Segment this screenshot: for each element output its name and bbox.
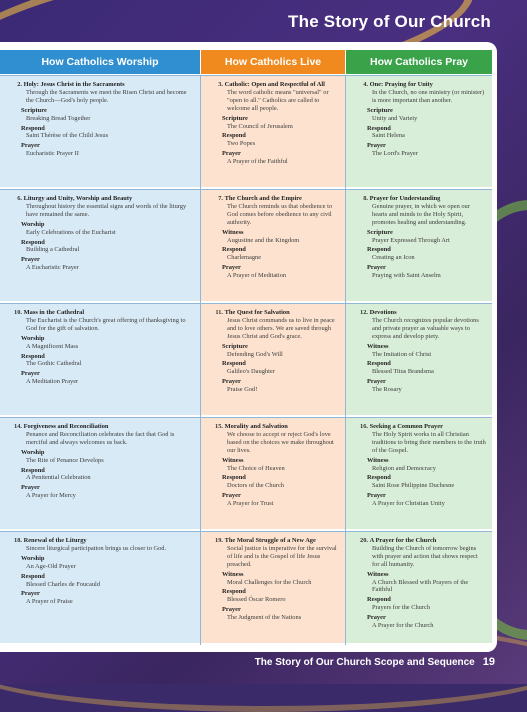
item-value: A Eucharistic Prayer xyxy=(26,264,79,272)
lesson-description: We choose to accept or reject God's love based on the choices we make throughout our lives. xyxy=(227,430,334,454)
item-label: Respond xyxy=(21,572,45,580)
lesson-title: Mass in the Cathedral xyxy=(23,309,85,316)
item-label: Scripture xyxy=(222,342,248,350)
item-value: A Prayer of Praise xyxy=(26,598,73,606)
lesson-cell xyxy=(201,303,345,415)
item-label: Respond xyxy=(367,124,391,132)
item-label: Scripture xyxy=(367,228,393,236)
lesson-cell xyxy=(201,417,345,529)
item-label: Worship xyxy=(21,220,45,228)
lesson-description: Sincere liturgical participation brings us closer to God. xyxy=(26,544,167,552)
item-label: Worship xyxy=(21,334,45,342)
lesson-heading xyxy=(352,81,486,89)
lesson-cell xyxy=(201,531,345,643)
lesson-title: Prayer for Understanding xyxy=(369,195,441,202)
item-label: Prayer xyxy=(222,378,241,386)
item-label: Witness xyxy=(367,456,389,464)
lesson-number: 4. xyxy=(363,81,368,88)
lesson-title: Renewal of the Liturgy xyxy=(23,537,87,544)
item-value: A Prayer of the Faithful xyxy=(227,158,288,166)
item-value: Prayer Expressed Through Art xyxy=(372,236,450,244)
item-label: Respond xyxy=(222,246,246,254)
lesson-description: The Eucharist is the Church's great offering of thanksgiving to God for the gift of salvation. xyxy=(26,316,186,332)
lesson-cell xyxy=(346,189,492,301)
item-value: Blessed Titus Brandsma xyxy=(372,368,434,376)
item-value: A Prayer for Trust xyxy=(227,500,274,508)
lesson-heading xyxy=(352,537,486,545)
lesson-number: 3. xyxy=(218,81,223,88)
lesson-title: A Prayer for the Church xyxy=(369,537,437,544)
item-label: Respond xyxy=(367,596,391,604)
item-label: Respond xyxy=(21,124,45,132)
lesson-cell xyxy=(201,189,345,301)
item-value: Building a Cathedral xyxy=(26,246,80,254)
item-label: Prayer xyxy=(367,492,386,500)
item-value: A Meditation Prayer xyxy=(26,378,79,386)
lesson-heading xyxy=(207,309,339,317)
lesson-title: Forgiveness and Reconciliation xyxy=(23,423,109,430)
item-value: Saint Thérèse of the Child Jesus xyxy=(26,132,109,140)
item-label: Witness xyxy=(367,342,389,350)
item-value: A Prayer for Mercy xyxy=(26,492,76,500)
lesson-description: In the Church, no one ministry (or minister) is more important than another. xyxy=(372,88,485,104)
lesson-description: The Church recognizes popular devotions and private prayer as valuable ways to express and develop piety. xyxy=(372,316,479,340)
lesson-description: The Holy Spirit works in all Christian traditions to bring their members to the truth of the Gospel. xyxy=(372,430,486,454)
item-label: Prayer xyxy=(367,142,386,150)
lesson-number: 19. xyxy=(215,537,223,544)
item-label: Respond xyxy=(222,588,246,596)
item-value: The Gothic Cathedral xyxy=(26,360,82,368)
item-value: Moral Challenges for the Church xyxy=(227,578,312,586)
scope-sequence-grid xyxy=(0,75,492,645)
item-value: The Imitation of Christ xyxy=(372,350,432,358)
lesson-title: Morality and Salvation xyxy=(224,423,288,430)
item-value: A Prayer for the Church xyxy=(372,622,434,630)
item-value: The Rosary xyxy=(372,386,402,394)
lesson-description: Through the Sacraments we meet the Risen Christ and become the Church—God's holy people. xyxy=(26,88,187,104)
lesson-title: The Moral Struggle of a New Age xyxy=(224,537,316,544)
item-label: Witness xyxy=(222,570,244,578)
lesson-cell xyxy=(0,417,200,529)
lesson-title: One: Praying for Unity xyxy=(369,81,433,88)
lesson-heading xyxy=(207,423,339,431)
item-label: Respond xyxy=(367,246,391,254)
page-title: The Story of Our Church xyxy=(288,12,491,31)
lesson-cell xyxy=(0,303,200,415)
lesson-number: 11. xyxy=(215,309,223,316)
page-footer xyxy=(255,656,495,668)
item-label: Witness xyxy=(222,456,244,464)
lesson-description: The word catholic means "universal" or "open to all." Catholics are called to welcome all people. xyxy=(227,88,329,112)
item-label: Scripture xyxy=(367,106,393,114)
item-label: Respond xyxy=(21,238,45,246)
lesson-number: 7. xyxy=(218,195,223,202)
lesson-number: 20. xyxy=(360,537,368,544)
lesson-title: Seeking a Common Prayer xyxy=(369,423,443,430)
item-label: Prayer xyxy=(367,614,386,622)
item-value: The Choice of Heaven xyxy=(227,464,285,472)
item-label: Prayer xyxy=(21,142,40,150)
item-label: Prayer xyxy=(222,264,241,272)
item-label: Prayer xyxy=(21,370,40,378)
item-value: Blessed Charles de Foucauld xyxy=(26,580,101,588)
lesson-number: 2. xyxy=(17,81,22,88)
lesson-heading xyxy=(6,309,194,317)
item-value: A Church Blessed with Prayers of the Faithful xyxy=(372,578,469,594)
lesson-title: The Quest for Salvation xyxy=(224,309,290,316)
column-header-live: How Catholics Live xyxy=(201,50,345,74)
item-label: Respond xyxy=(222,132,246,140)
item-value: Breaking Bread Together xyxy=(26,114,91,122)
item-value: A Magnificent Mass xyxy=(26,342,79,350)
item-value: Blessed Óscar Romero xyxy=(227,596,286,604)
lesson-title: Holy: Jesus Christ in the Sacraments xyxy=(23,81,125,88)
lesson-heading xyxy=(207,81,339,89)
lesson-heading xyxy=(352,195,486,203)
item-label: Prayer xyxy=(222,606,241,614)
lesson-cell xyxy=(346,75,492,187)
item-label: Respond xyxy=(367,474,391,482)
item-value: A Penitential Celebration xyxy=(26,474,91,482)
item-label: Worship xyxy=(21,448,45,456)
item-label: Witness xyxy=(222,228,244,236)
item-value: Saint Rose Philippine Duchesne xyxy=(372,482,455,490)
item-value: Eucharistic Prayer II xyxy=(26,150,79,158)
item-label: Respond xyxy=(222,474,246,482)
item-value: The Council of Jerusalem xyxy=(227,122,293,130)
item-label: Respond xyxy=(21,352,45,360)
lesson-title: Catholic: Open and Respectful of All xyxy=(224,81,325,88)
lesson-title: Devotions xyxy=(369,309,397,316)
item-value: Praise God! xyxy=(227,386,258,394)
lesson-title: Liturgy and Unity, Worship and Beauty xyxy=(23,195,133,202)
item-label: Respond xyxy=(222,360,246,368)
lesson-number: 10. xyxy=(14,309,22,316)
item-value: Early Celebrations of the Eucharist xyxy=(26,228,116,236)
item-label: Prayer xyxy=(222,492,241,500)
lesson-cell xyxy=(0,75,200,187)
lesson-number: 18. xyxy=(14,537,22,544)
item-value: Religion and Democracy xyxy=(372,464,436,472)
lesson-cell xyxy=(346,417,492,529)
page-number: 19 xyxy=(482,656,495,668)
lesson-description: Social justice is imperative for the survival of life and is the Gospel of life Jesus preached. xyxy=(227,544,337,568)
lesson-description: The Church reminds us that obedience to God comes before obedience to any civil authority. xyxy=(227,202,333,226)
lesson-number: 8. xyxy=(363,195,368,202)
lesson-heading xyxy=(352,309,486,317)
footer-text: The Story of Our Church Scope and Sequence xyxy=(254,657,475,668)
item-label: Respond xyxy=(21,466,45,474)
item-value: Defending God's Will xyxy=(227,350,283,358)
lesson-heading xyxy=(6,537,194,545)
item-value: The Rite of Penance Develops xyxy=(26,456,104,464)
lesson-number: 16. xyxy=(360,423,368,430)
item-value: Saint Helena xyxy=(372,132,405,140)
lesson-cell xyxy=(346,303,492,415)
item-value: Prayers for the Church xyxy=(372,604,431,612)
item-label: Prayer xyxy=(222,150,241,158)
item-value: Augustine and the Kingdom xyxy=(227,236,300,244)
column-header-pray: How Catholics Pray xyxy=(346,50,492,74)
item-value: Galileo's Daughter xyxy=(227,368,275,376)
item-value: Praying with Saint Anselm xyxy=(372,272,441,280)
column-header-worship: How Catholics Worship xyxy=(0,50,200,74)
lesson-number: 12. xyxy=(360,309,368,316)
lesson-cell xyxy=(346,531,492,643)
lesson-description: Jesus Christ commands us to live in peace and to love others. We are saved through Jesus Christ and God's grace. xyxy=(227,316,335,340)
item-label: Scripture xyxy=(21,106,47,114)
lesson-number: 14. xyxy=(14,423,22,430)
lesson-description: Throughout history the essential signs and words of the liturgy have remained the same. xyxy=(26,202,187,218)
item-label: Prayer xyxy=(21,484,40,492)
lesson-number: 6. xyxy=(17,195,22,202)
lesson-cell xyxy=(0,189,200,301)
lesson-heading xyxy=(352,423,486,431)
item-label: Scripture xyxy=(222,114,248,122)
item-value: Doctors of the Church xyxy=(227,482,284,490)
item-value: A Prayer for Christian Unity xyxy=(372,500,445,508)
item-value: Two Popes xyxy=(227,140,256,148)
item-label: Respond xyxy=(367,360,391,368)
item-value: An Age-Old Prayer xyxy=(26,562,76,570)
item-label: Prayer xyxy=(21,256,40,264)
lesson-heading xyxy=(207,537,339,545)
item-label: Prayer xyxy=(21,590,40,598)
lesson-heading xyxy=(6,423,194,431)
item-value: Creating an Icon xyxy=(372,254,415,262)
lesson-heading xyxy=(6,81,194,89)
item-value: Unity and Variety xyxy=(372,114,418,122)
item-label: Prayer xyxy=(367,264,386,272)
item-value: Charlemagne xyxy=(227,254,262,262)
lesson-description: Penance and Reconciliation celebrates the fact that God is merciful and always welcomes us back. xyxy=(26,430,175,446)
lesson-cell xyxy=(201,75,345,187)
item-label: Worship xyxy=(21,554,45,562)
lesson-title: The Church and the Empire xyxy=(224,195,302,202)
item-label: Prayer xyxy=(367,378,386,386)
lesson-description: Genuine prayer, in which we open our hearts and minds to the Holy Spirit, promotes healing and understanding. xyxy=(372,202,470,226)
item-label: Witness xyxy=(367,570,389,578)
lesson-cell xyxy=(0,531,200,643)
item-value: The Lord's Prayer xyxy=(372,150,418,158)
lesson-description: Building the Church of tomorrow begins with prayer and action that shows respect for all humanity. xyxy=(372,544,478,568)
lesson-heading xyxy=(6,195,194,203)
lesson-number: 15. xyxy=(215,423,223,430)
item-value: A Prayer of Meditation xyxy=(227,272,287,280)
lesson-heading xyxy=(207,195,339,203)
item-value: The Judgment of the Nations xyxy=(227,614,302,622)
